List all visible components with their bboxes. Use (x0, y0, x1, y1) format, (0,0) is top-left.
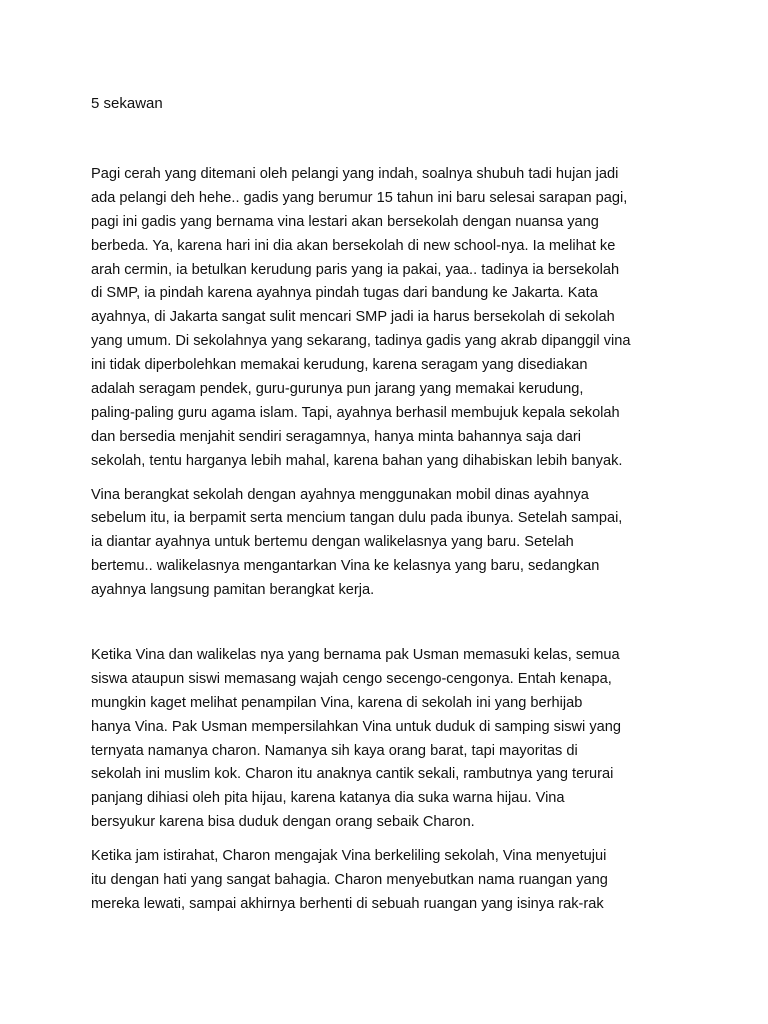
text-line: mereka lewati, sampai akhirnya berhenti di sebuah ruangan yang isinya rak-rak (91, 895, 604, 912)
text-line: pagi ini gadis yang bernama vina lestari akan bersekolah dengan nuansa yang (91, 213, 599, 230)
text-line: Pagi cerah yang ditemani oleh pelangi yang indah, soalnya shubuh tadi hujan jadi (91, 166, 619, 182)
text-line: ayahnya langsung pamitan berangkat kerja. (91, 582, 375, 599)
text-line: yang umum. Di sekolahnya yang sekarang, tadinya gadis yang akrab dipanggil vina (91, 333, 631, 350)
text-line: sekolah ini muslim kok. Charon itu anaknya cantik sekali, rambutnya yang terurai (91, 766, 614, 783)
text-line: arah cermin, ia betulkan kerudung paris yang ia pakai, yaa.. tadinya ia bersekolah (91, 261, 620, 278)
text-line: panjang dihiasi oleh pita hijau, karena katanya dia suka warna hijau. Vina (91, 790, 565, 807)
text-line: adalah seragam pendek, guru-gurunya pun jarang yang memakai kerudung, (91, 381, 584, 398)
paragraph-1 (91, 163, 691, 474)
text-line: siswa ataupun siswi memasang wajah cengo secengo-cengonya. Entah kenapa, (91, 670, 612, 687)
text-line: di SMP, ia pindah karena ayahnya pindah tugas dari bandung ke Jakarta. Kata (91, 285, 598, 302)
text-line: dan bersedia menjahit sendiri seragamnya, hanya minta bahannya saja dari (91, 428, 582, 445)
text-line: sebelum itu, ia berpamit serta mencium tangan dulu pada ibunya. Setelah sampai, (91, 510, 623, 527)
text-line: hanya Vina. Pak Usman mempersilahkan Vina untuk duduk di samping siswi yang (91, 718, 621, 735)
text-line: berbeda. Ya, karena hari ini dia akan bersekolah di new school-nya. Ia melihat ke (91, 237, 616, 254)
paragraph-spacer (91, 474, 691, 484)
paragraph-spacer (91, 603, 691, 644)
text-line: ia diantar ayahnya untuk bertemu dengan walikelasnya yang baru. Setelah (91, 534, 574, 551)
document-body (91, 163, 691, 917)
text-line: ayahnya, di Jakarta sangat sulit mencari SMP jadi ia harus bersekolah di sekolah (91, 309, 615, 326)
text-line: Vina berangkat sekolah dengan ayahnya menggunakan mobil dinas ayahnya (91, 486, 589, 503)
paragraph-4 (91, 845, 691, 917)
text-line: Ketika jam istirahat, Charon mengajak Vina berkeliling sekolah, Vina menyetujui (91, 848, 607, 865)
paragraph-3 (91, 644, 691, 835)
text-line: Ketika Vina dan walikelas nya yang bernama pak Usman memasuki kelas, semua (91, 647, 620, 664)
text-line: ternyata namanya charon. Namanya sih kaya orang barat, tapi mayoritas di (91, 742, 578, 759)
document-title: 5 sekawan (91, 95, 163, 112)
paragraph-spacer (91, 835, 691, 845)
text-line: ada pelangi deh hehe.. gadis yang berumur 15 tahun ini baru selesai sarapan pagi, (91, 189, 628, 206)
text-line: mungkin kaget melihat penampilan Vina, karena di sekolah ini yang berhijab (91, 694, 583, 711)
text-line: itu dengan hati yang sangat bahagia. Charon menyebutkan nama ruangan yang (91, 872, 608, 889)
text-line: bersyukur karena bisa duduk dengan orang sebaik Charon. (91, 814, 475, 831)
text-line: paling-paling guru agama islam. Tapi, ayahnya berhasil membujuk kepala sekolah (91, 404, 620, 421)
text-line: ini tidak diperbolehkan memakai kerudung, karena seragam yang disediakan (91, 357, 588, 374)
text-line: bertemu.. walikelasnya mengantarkan Vina ke kelasnya yang baru, sedangkan (91, 558, 600, 575)
text-line: sekolah, tentu harganya lebih mahal, karena bahan yang dihabiskan lebih banyak. (91, 452, 623, 469)
paragraph-2 (91, 484, 691, 603)
